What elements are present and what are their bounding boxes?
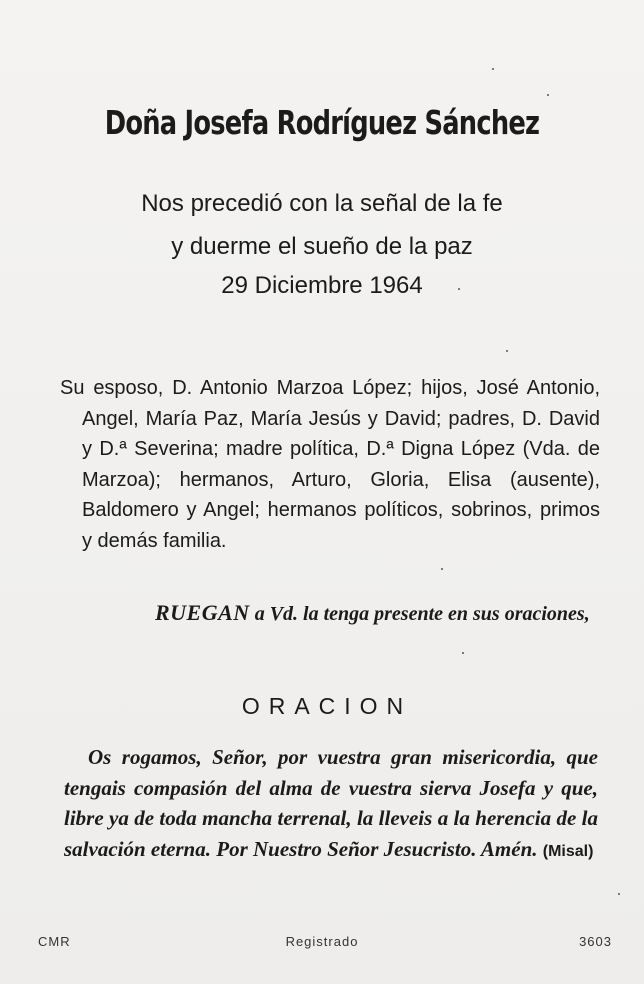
registered-mark: Registrado <box>285 934 359 949</box>
printer-mark: CMR <box>38 934 71 949</box>
print-speck <box>462 652 464 654</box>
ruegan-word: RUEGAN <box>155 600 250 625</box>
print-speck <box>458 288 460 290</box>
print-speck <box>618 893 620 895</box>
print-speck <box>547 94 549 96</box>
ruegan-text: a Vd. la tenga presente en sus oraciones, <box>254 603 590 625</box>
prayer-heading: ORACION <box>241 693 413 719</box>
epitaph-line-1: Nos precedió con la señal de la fe <box>141 190 503 217</box>
date-of-death: 29 Diciembre 1964 <box>221 272 423 299</box>
family-paragraph: Su esposo, D. Antonio Marzoa López; hijos, José Antonio, Angel, María Paz, María Jesús y David; padres, D. David y D.ª Severina; madre política, D.ª Digna López (Vda. de Marzoa); hermanos, Arturo, Gloria, Elisa (ausente), Baldomero y Angel; hermanos políticos, sobrinos, primos y demás familia. <box>60 377 600 552</box>
prayer-paragraph <box>64 742 598 867</box>
card-number: 3603 <box>579 934 612 949</box>
epitaph-line-2: y duerme el sueño de la paz <box>171 233 473 260</box>
prayer-source: (Misal) <box>542 842 594 860</box>
request-paragraph <box>155 594 600 633</box>
print-speck <box>492 68 494 70</box>
print-speck <box>441 568 443 570</box>
print-speck <box>506 350 508 352</box>
prayer-text: Os rogamos, Señor, por vuestra gran misericordia, que tengais compasión del alma de vuestra sierva Josefa y que, libre ya de toda mancha terrenal, la lleveis a la herencia de la salvación eterna. Por Nuestro Señor Jesucristo. Amén. <box>64 745 598 861</box>
deceased-name: Doña Josefa Rodríguez Sánchez <box>104 103 540 142</box>
